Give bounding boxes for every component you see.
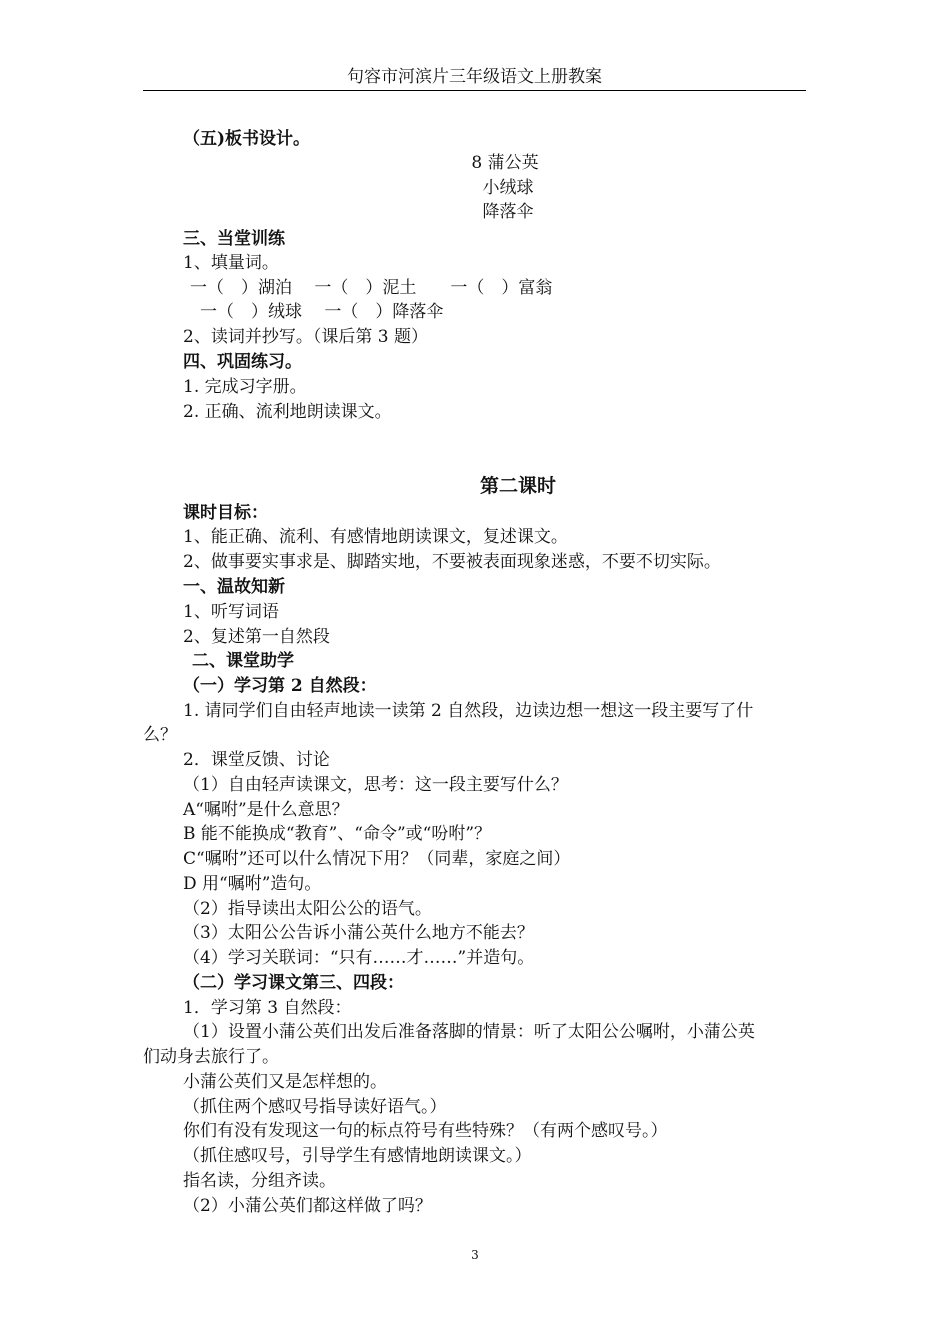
- part1-paragraph-1: 1. 请同学们自由轻声地读一读第 2 自然段，边读边想一想这一段主要写了什: [183, 701, 754, 721]
- training-item-2: 2、读词并抄写。（课后第 3 题）: [183, 327, 428, 347]
- board-line-parachute: 降落伞: [482, 202, 534, 222]
- class-help-heading: 二、课堂助学: [192, 651, 294, 671]
- review-item-1: 1、听写词语: [183, 602, 279, 622]
- step-1-2: 小蒲公英们又是怎样想的。: [183, 1072, 387, 1092]
- quantifier-row-1: 一（ ）湖泊 一（ ）泥土 一（ ）富翁: [190, 278, 553, 298]
- step-1-3: （抓住两个感叹号指导读好语气。）: [183, 1097, 447, 1117]
- step-1-1: （1）设置小蒲公英们出发后准备落脚的情景：听了太阳公公嘱咐，小蒲公英: [183, 1022, 755, 1042]
- step-1-1-cont: 们动身去旅行了。: [143, 1047, 279, 1067]
- goal-1: 1、能正确、流利、有感情地朗读课文，复述课文。: [183, 527, 568, 547]
- question-b: B 能不能换成“教育”、“命令”或“吩咐”？: [183, 824, 492, 844]
- training-heading: 三、当堂训练: [183, 229, 285, 249]
- question-a: A“嘱咐”是什么意思？: [183, 800, 349, 820]
- question-2: （2）指导读出太阳公公的语气。: [183, 899, 432, 919]
- part1-paragraph-2: 2．课堂反馈、讨论: [183, 750, 330, 770]
- review-item-2: 2、复述第一自然段: [183, 627, 330, 647]
- step-1: 1．学习第 3 自然段：: [183, 998, 352, 1018]
- goal-2: 2、做事要实事求是、脚踏实地，不要被表面现象迷惑，不要不切实际。: [183, 552, 721, 572]
- board-line-fluffball: 小绒球: [482, 178, 534, 198]
- step-1-7: （2）小蒲公英们都这样做了吗？: [183, 1196, 432, 1216]
- lesson2-title: 第二课时: [480, 475, 557, 497]
- page-number: 3: [471, 1248, 479, 1262]
- training-item-1: 1、填量词。: [183, 253, 279, 273]
- consolidate-heading: 四、巩固练习。: [183, 352, 302, 372]
- step-1-5: （抓住感叹号，引导学生有感情地朗读课文。）: [183, 1146, 532, 1166]
- question-1: （1）自由轻声读课文，思考：这一段主要写什么？: [183, 775, 568, 795]
- consolidate-item-1: 1. 完成习字册。: [183, 377, 307, 397]
- step-1-6: 指名读，分组齐读。: [183, 1171, 336, 1191]
- step-1-4: 你们有没有发现这一句的标点符号有些特殊？（有两个感叹号。）: [183, 1121, 668, 1141]
- part1-heading: （一）学习第 2 自然段：: [183, 676, 377, 696]
- board-line-title: 8 蒲公英: [471, 153, 539, 173]
- question-c: C“嘱咐”还可以什么情况下用？（同辈，家庭之间）: [183, 849, 571, 869]
- question-d: D 用“嘱咐”造句。: [183, 874, 322, 894]
- part2-heading: （二）学习课文第三、四段：: [183, 973, 404, 993]
- goal-heading: 课时目标：: [183, 503, 268, 523]
- review-heading: 一、温故知新: [183, 577, 285, 597]
- consolidate-item-2: 2. 正确、流利地朗读课文。: [183, 402, 392, 422]
- quantifier-row-2: 一（ ）绒球 一（ ）降落伞: [200, 302, 444, 322]
- question-4: （4）学习关联词：“只有……才……”并造句。: [183, 948, 535, 968]
- page-header: 句容市河滨片三年级语文上册教案: [143, 66, 806, 91]
- part1-paragraph-1-cont: 么？: [143, 725, 177, 745]
- board-design-heading: （五)板书设计。: [183, 129, 311, 149]
- question-3: （3）太阳公公告诉小蒲公英什么地方不能去？: [183, 923, 534, 943]
